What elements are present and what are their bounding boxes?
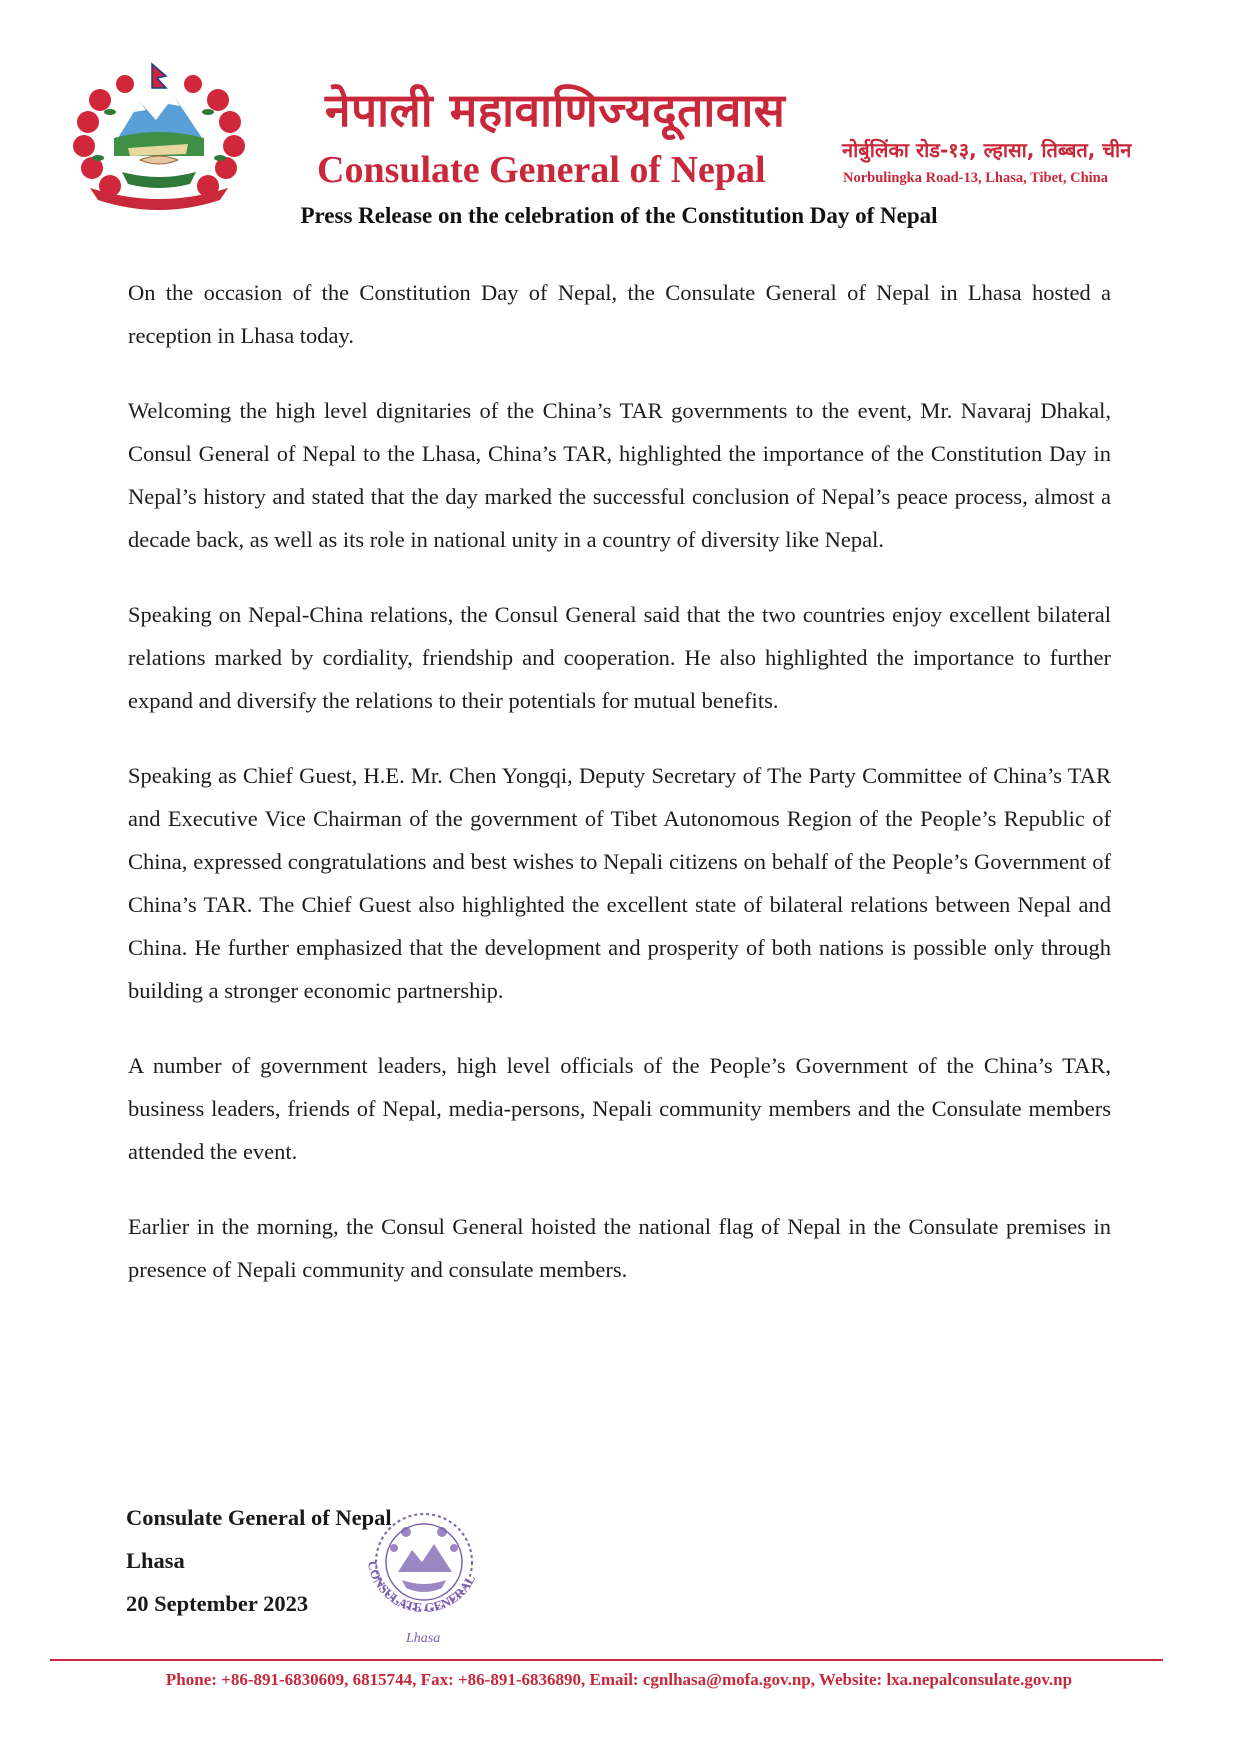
paragraph: On the occasion of the Constitution Day of Nepal, the Consulate General of Nepal in Lhasa hosted a reception in Lhasa today.	[128, 280, 1111, 348]
header-address-nepali: नोर्बुलिंका रोड-१३, ल्हासा, तिब्बत, चीन	[842, 138, 1132, 162]
footer-divider	[50, 1659, 1163, 1661]
paragraph: A number of government leaders, high level officials of the People’s Government of the China’s TAR, business leaders, friends of Nepal, media-persons, Nepali community members and the Consulate members attended the event.	[128, 1053, 1111, 1164]
stamp-ring-text: CONSULATE GENERAL	[364, 1559, 478, 1616]
nepal-emblem-icon	[70, 60, 248, 210]
stamp-city: Lhasa	[406, 1631, 441, 1646]
header-address-english: Norbulingka Road-13, Lhasa, Tibet, China	[843, 170, 1108, 186]
signature-city: Lhasa	[126, 1548, 185, 1573]
signature-date: 20 September 2023	[126, 1591, 309, 1616]
paragraph: Welcoming the high level dignitaries of the China’s TAR governments to the event, Mr. Navaraj Dhakal, Consul General of Nepal to the Lhasa, China’s TAR, highlighted the importance of the Constitution Day in Nepal’s history and stated that the day marked the successful conclusion of Nepal’s peace process, almost a decade back, as well as its role in national unity in a country of diversity like Nepal.	[128, 398, 1111, 552]
header-name-nepali: नेपाली महावाणिज्यदूतावास	[325, 83, 786, 137]
consulate-stamp-icon	[336, 1492, 506, 1662]
footer-contact: Phone: +86-891-6830609, 6815744, Fax: +86-891-6836890, Email: cgnlhasa@mofa.gov.np, Website: lxa.nepalconsulate.gov.np	[165, 1670, 1073, 1689]
header-name-english: Consulate General of Nepal	[317, 149, 766, 191]
press-release-body	[128, 271, 1111, 1323]
paragraph: Speaking as Chief Guest, H.E. Mr. Chen Yongqi, Deputy Secretary of The Party Committee of China’s TAR and Executive Vice Chairman of the government of Tibet Autonomous Region of the People’s Republic of China, expressed congratulations and best wishes to Nepali citizens on behalf of the People’s Government of China’s TAR. The Chief Guest also highlighted the excellent state of bilateral relations between Nepal and China. He further emphasized that the development and prosperity of both nations is possible only through building a stronger economic partnership.	[128, 763, 1111, 1003]
paragraph: Speaking on Nepal-China relations, the Consul General said that the two countries enjoy excellent bilateral relations marked by cordiality, friendship and cooperation. He also highlighted the importance to further expand and diversify the relations to their potentials for mutual benefits.	[128, 602, 1111, 713]
paragraph: Earlier in the morning, the Consul General hoisted the national flag of Nepal in the Consulate premises in presence of Nepali community and consulate members.	[128, 1214, 1111, 1282]
signature-org: Consulate General of Nepal	[126, 1505, 392, 1530]
press-release-title: Press Release on the celebration of the Constitution Day of Nepal	[300, 203, 938, 228]
